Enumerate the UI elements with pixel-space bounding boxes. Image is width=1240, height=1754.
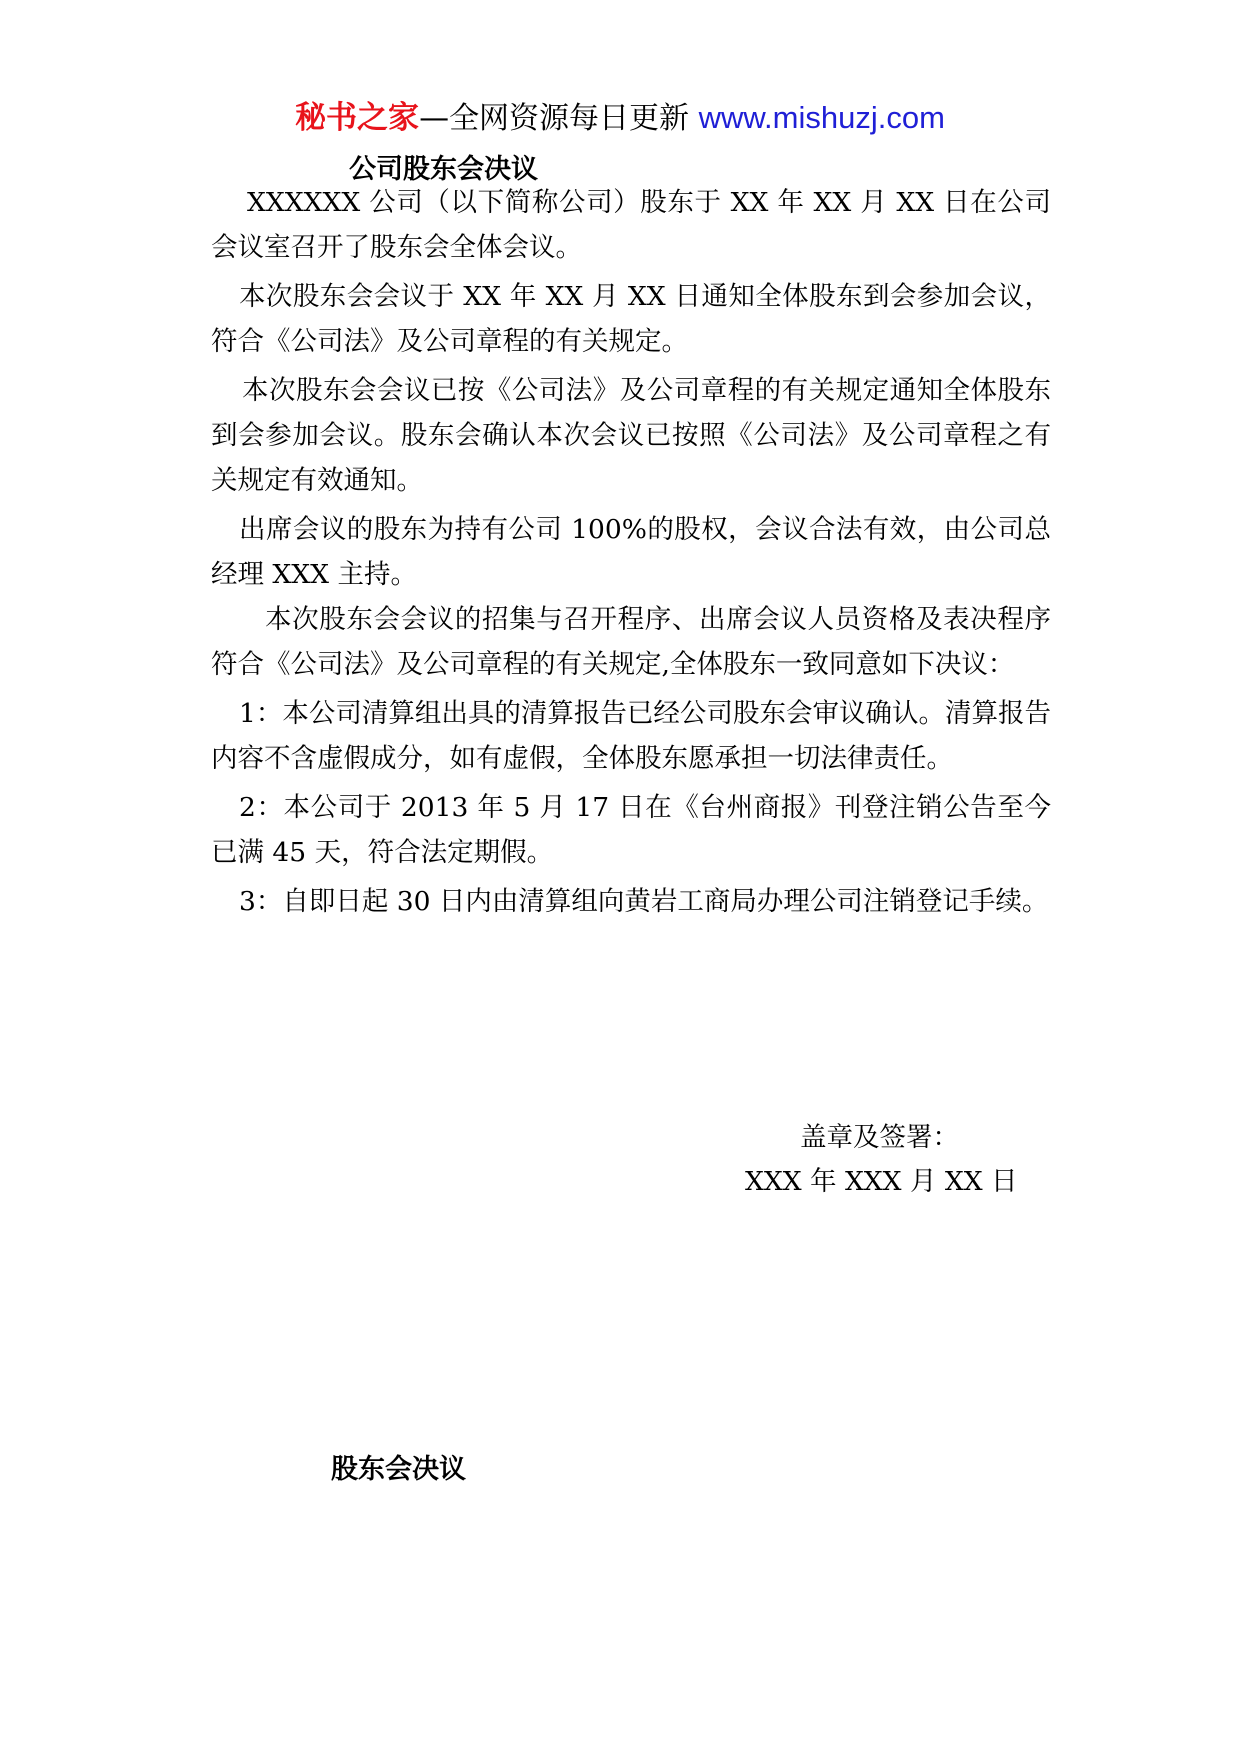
resolution-item-3: 3：自即日起 30 日内由清算组向黄岩工商局办理公司注销登记手续。 [239, 886, 1049, 917]
footer-title: 股东会决议 [331, 1454, 466, 1485]
resolution-item-2: 2：本公司于 2013 年 5 月 17 日在《台州商报》刊登注销公告至今已满 45 天，符合法定期假。 [211, 792, 1051, 868]
signature-label: 盖章及签署： [800, 1122, 959, 1153]
document-title: 公司股东会决议 [349, 154, 538, 185]
paragraph-procedure: 本次股东会会议的招集与召开程序、出席会议人员资格及表决程序符合《公司法》及公司章程的有关规定,全体股东一致同意如下决议： [211, 604, 1051, 680]
banner-slogan: —全网资源每日更新 [419, 101, 699, 136]
site-banner [0, 98, 1240, 139]
paragraph-attendance: 出席会议的股东为持有公司 100%的股权，会议合法有效，由公司总经理 XXX 主持。 [211, 514, 1051, 590]
signature-date: XXX 年 XXX 月 XX 日 [745, 1166, 1018, 1197]
site-url-link[interactable]: www.mishuzj.com [698, 100, 945, 135]
paragraph-meeting-intro: XXXXXX 公司（以下简称公司）股东于 XX 年 XX 月 XX 日在公司会议室召开了股东会全体会议。 [211, 187, 1051, 263]
resolution-item-1: 1：本公司清算组出具的清算报告已经公司股东会审议确认。清算报告内容不含虚假成分，如有虚假，全体股东愿承担一切法律责任。 [211, 698, 1051, 774]
document-body [211, 180, 1051, 928]
brand-name: 秘书之家 [295, 100, 420, 136]
paragraph-notice: 本次股东会会议于 XX 年 XX 月 XX 日通知全体股东到会参加会议，符合《公司法》及公司章程的有关规定。 [211, 281, 1051, 357]
paragraph-notice-confirmation: 本次股东会会议已按《公司法》及公司章程的有关规定通知全体股东到会参加会议。股东会确认本次会议已按照《公司法》及公司章程之有关规定有效通知。 [211, 375, 1051, 496]
